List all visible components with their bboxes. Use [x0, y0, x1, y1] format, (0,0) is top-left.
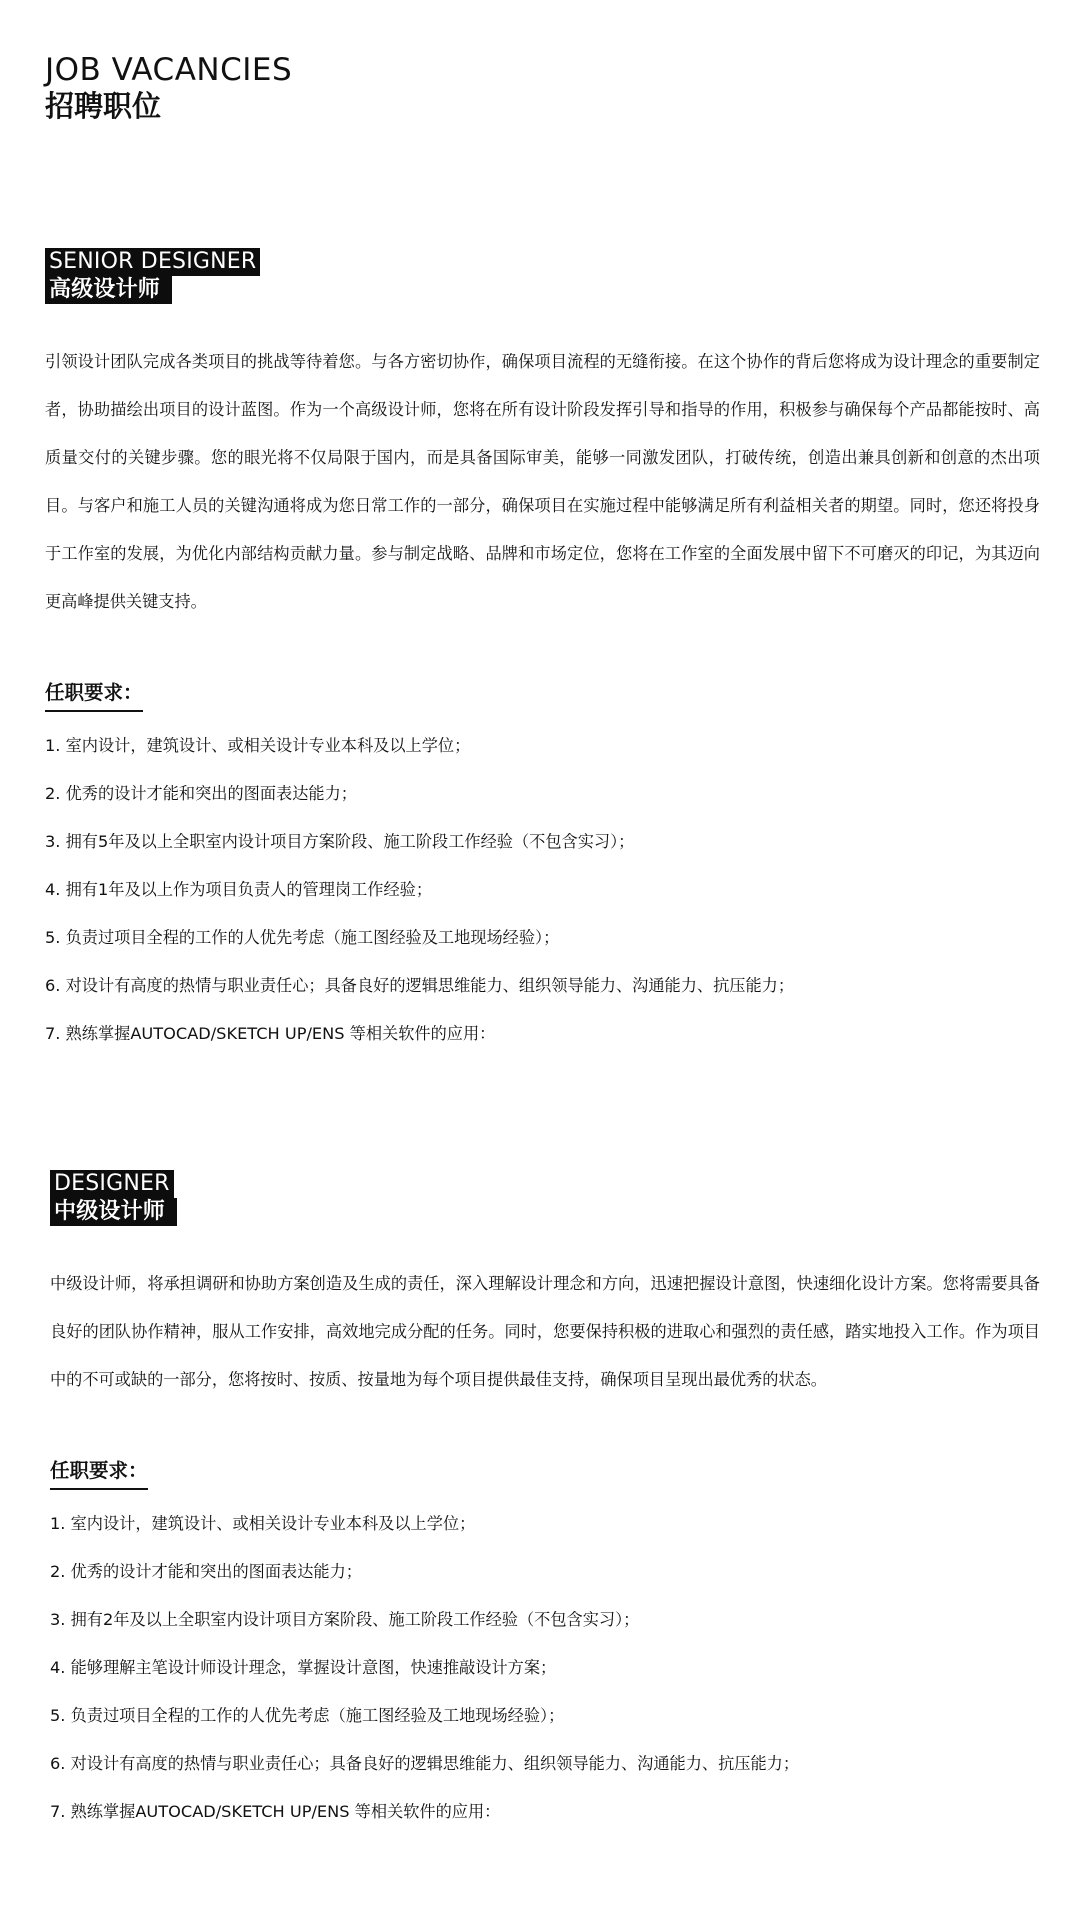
requirements-list	[50, 1500, 1040, 1836]
requirement-item: 2. 优秀的设计才能和突出的图面表达能力；	[45, 784, 357, 803]
job-senior-designer	[45, 248, 1040, 1058]
page-header	[45, 52, 292, 124]
requirement-item: 4. 能够理解主笔设计师设计理念，掌握设计意图，快速推敲设计方案；	[50, 1658, 557, 1677]
job-description: 中级设计师，将承担调研和协助方案创造及生成的责任，深入理解设计理念和方向，迅速把握设计意图，快速细化设计方案。您将需要具备良好的团队协作精神，服从工作安排，高效地完成分配的任务。同时，您要保持积极的进取心和强烈的责任感，踏实地投入工作。作为项目中的不可或缺的一部分，您将按时、按质、按量地为每个项目提供最佳支持，确保项目呈现出最优秀的状态。	[50, 1274, 1040, 1389]
requirement-item: 6. 对设计有高度的热情与职业责任心；具备良好的逻辑思维能力、组织领导能力、沟通能力、抗压能力；	[50, 1754, 800, 1773]
requirement-item: 3. 拥有5年及以上全职室内设计项目方案阶段、施工阶段工作经验（不包含实习）；	[45, 832, 635, 851]
requirement-item: 2. 优秀的设计才能和突出的图面表达能力；	[50, 1562, 362, 1581]
job-title	[50, 1170, 177, 1226]
page-title-en: JOB VACANCIES	[45, 52, 293, 88]
requirement-item: 3. 拥有2年及以上全职室内设计项目方案阶段、施工阶段工作经验（不包含实习）；	[50, 1610, 640, 1629]
job-title-zh-tag: 高级设计师	[45, 276, 172, 304]
job-title-en-tag: DESIGNER	[50, 1170, 174, 1198]
job-title-en-tag: SENIOR DESIGNER	[45, 248, 260, 276]
requirements-list	[45, 722, 1040, 1058]
requirement-item: 7. 熟练掌握AUTOCAD/SKETCH UP/ENS 等相关软件的应用：	[50, 1802, 501, 1821]
requirement-item: 1. 室内设计，建筑设计、或相关设计专业本科及以上学位；	[45, 736, 471, 755]
page-title-zh: 招聘职位	[45, 89, 162, 123]
requirement-item: 5. 负责过项目全程的工作的人优先考虑（施工图经验及工地现场经验）；	[45, 928, 560, 947]
requirement-item: 6. 对设计有高度的热情与职业责任心；具备良好的逻辑思维能力、组织领导能力、沟通能力、抗压能力；	[45, 976, 795, 995]
job-title-zh-tag: 中级设计师	[50, 1198, 177, 1226]
requirement-item: 1. 室内设计，建筑设计、或相关设计专业本科及以上学位；	[50, 1514, 476, 1533]
requirement-item: 4. 拥有1年及以上作为项目负责人的管理岗工作经验；	[45, 880, 433, 899]
requirements-heading: 任职要求：	[50, 1456, 148, 1490]
job-title	[45, 248, 260, 304]
requirements-heading: 任职要求：	[45, 678, 143, 712]
job-designer	[50, 1170, 1040, 1836]
requirement-item: 7. 熟练掌握AUTOCAD/SKETCH UP/ENS 等相关软件的应用：	[45, 1024, 496, 1043]
job-description: 引领设计团队完成各类项目的挑战等待着您。与各方密切协作，确保项目流程的无缝衔接。在这个协作的背后您将成为设计理念的重要制定者，协助描绘出项目的设计蓝图。作为一个高级设计师，您将在所有设计阶段发挥引导和指导的作用，积极参与确保每个产品都能按时、高质量交付的关键步骤。您的眼光将不仅局限于国内，而是具备国际审美，能够一同激发团队，打破传统，创造出兼具创新和创意的杰出项目。与客户和施工人员的关键沟通将成为您日常工作的一部分，确保项目在实施过程中能够满足所有利益相关者的期望。同时，您还将投身于工作室的发展，为优化内部结构贡献力量。参与制定战略、品牌和市场定位，您将在工作室的全面发展中留下不可磨灭的印记，为其迈向更高峰提供关键支持。	[45, 352, 1040, 611]
requirement-item: 5. 负责过项目全程的工作的人优先考虑（施工图经验及工地现场经验）；	[50, 1706, 565, 1725]
